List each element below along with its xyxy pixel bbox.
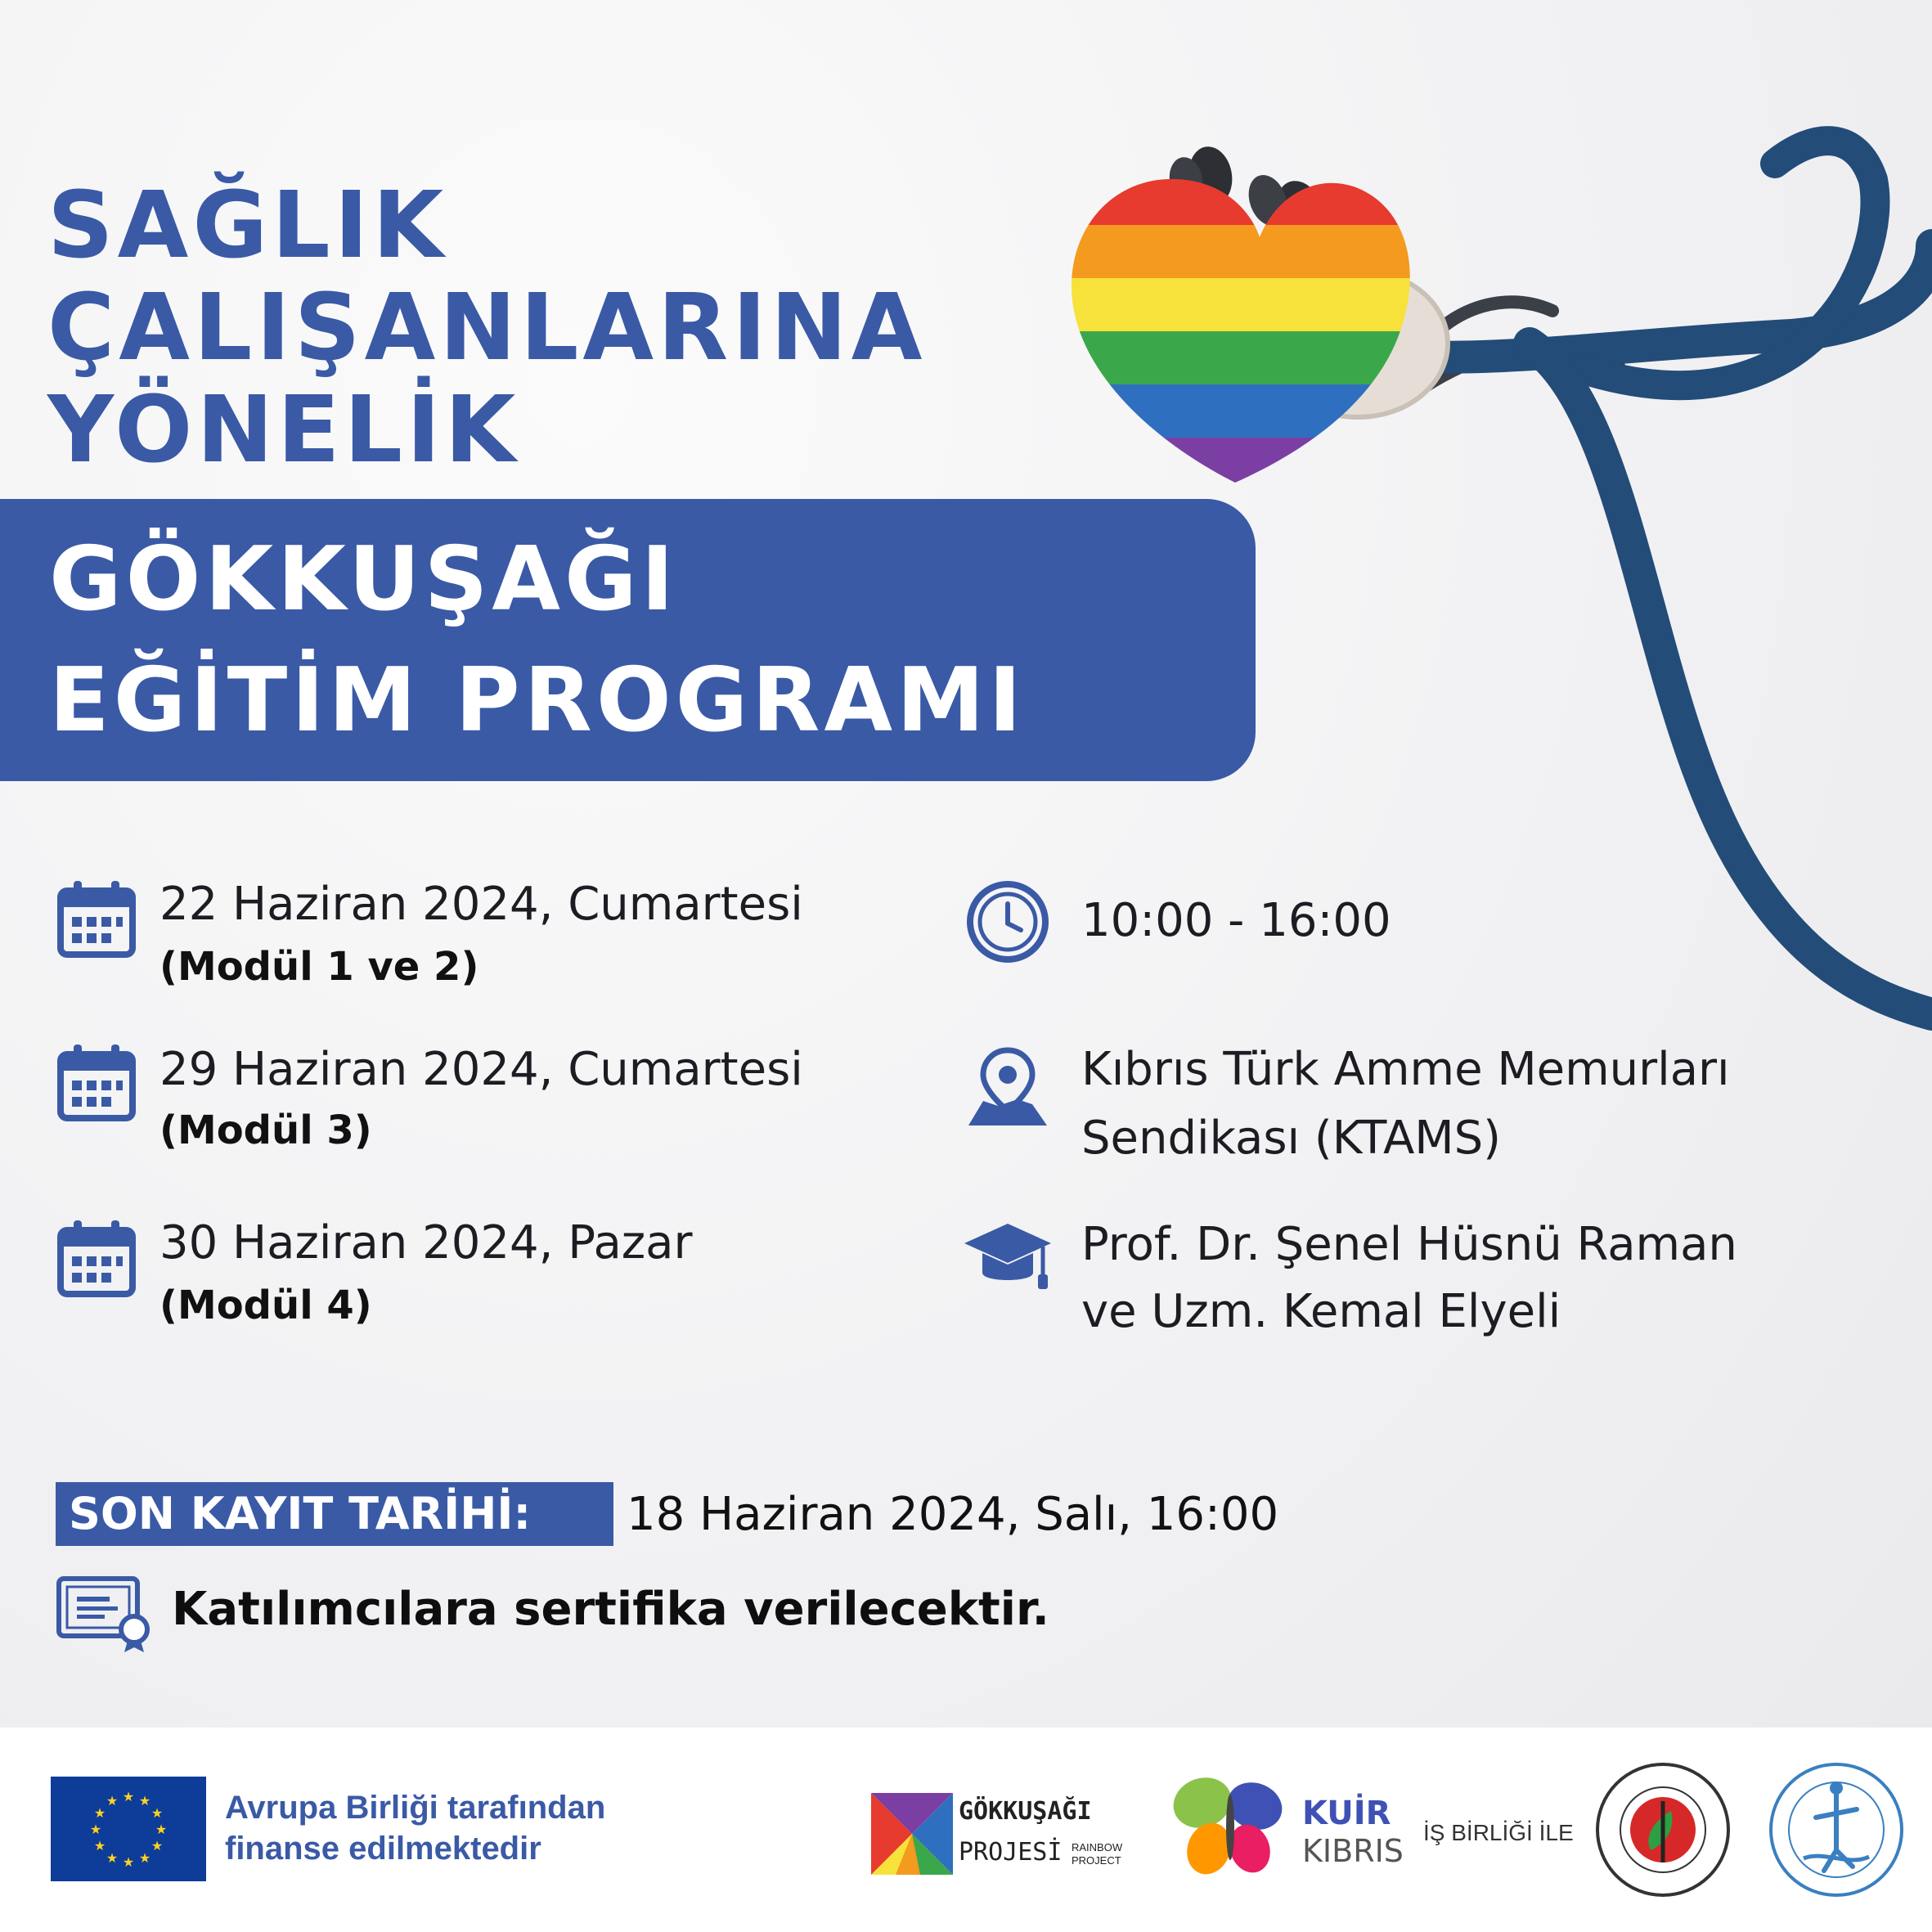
schedule-module-1: (Modül 1 ve 2) (160, 944, 479, 990)
partnership-text: İŞ BİRLİĞİ İLE (1423, 1820, 1574, 1845)
eu-funding-line-2: finanse edilmektedir (225, 1831, 541, 1867)
kuir-logo-line-2: KIBRIS (1302, 1833, 1404, 1869)
schedule-date-1: 22 Haziran 2024, Cumartesi (160, 878, 803, 931)
svg-text:★: ★ (122, 1854, 135, 1870)
svg-text:★: ★ (138, 1793, 151, 1808)
svg-text:★: ★ (151, 1805, 164, 1821)
calendar-icon (57, 879, 136, 958)
schedule-date-3: 30 Haziran 2024, Pazar (160, 1216, 693, 1269)
trainers-line-1: Prof. Dr. Şenel Hüsnü Raman (1081, 1218, 1737, 1271)
map-pin-icon (965, 1047, 1050, 1129)
band-title-line-2: EĞİTİM PROGRAMI (49, 649, 1026, 752)
title-line-1: SAĞLIK (47, 173, 448, 279)
eu-flag-icon (51, 1777, 206, 1881)
time-text: 10:00 - 16:00 (1081, 894, 1391, 947)
schedule-module-2: (Modül 3) (160, 1108, 372, 1153)
location-line-2: Sendikası (KTAMS) (1081, 1112, 1501, 1165)
rainbow-logo-line-1: GÖKKUŞAĞI (959, 1797, 1092, 1826)
rainbow-logo-line-2: PROJESİ (959, 1838, 1063, 1867)
title-line-3: YÖNELİK (47, 377, 520, 483)
rainbow-logo-small-1: RAINBOW (1072, 1841, 1123, 1853)
kuir-logo-line-1: KUİR (1302, 1795, 1391, 1832)
svg-text:★: ★ (138, 1850, 151, 1866)
clock-icon (965, 879, 1050, 964)
trainers-line-2: ve Uzm. Kemal Elyeli (1081, 1285, 1561, 1338)
svg-text:★: ★ (155, 1822, 168, 1837)
band-title-line-1: GÖKKUŞAĞI (49, 528, 678, 631)
calendar-icon (57, 1219, 136, 1297)
location-line-1: Kıbrıs Türk Amme Memurları (1081, 1043, 1730, 1096)
deadline-value: 18 Haziran 2024, Salı, 16:00 (627, 1488, 1279, 1541)
svg-text:★: ★ (93, 1838, 106, 1853)
svg-text:★: ★ (106, 1850, 119, 1866)
certificate-text: Katılımcılara sertifika verilecektir. (172, 1583, 1049, 1636)
svg-text:★: ★ (122, 1789, 135, 1804)
medical-association-seal-icon (1593, 1760, 1732, 1899)
eu-funding-line-1: Avrupa Birliği tarafından (225, 1790, 606, 1826)
rainbow-project-logo-icon (871, 1793, 953, 1875)
rainbow-logo-small-2: PROJECT (1072, 1854, 1121, 1867)
deadline-label: SON KAYIT TARİHİ: (69, 1488, 532, 1539)
svg-text:★: ★ (106, 1793, 119, 1808)
footer (0, 1728, 1932, 1932)
schedule-date-2: 29 Haziran 2024, Cumartesi (160, 1043, 803, 1096)
title-line-2: ÇALIŞANLARINA (47, 275, 927, 381)
svg-text:★: ★ (89, 1822, 102, 1837)
svg-text:★: ★ (151, 1838, 164, 1853)
physiotherapists-seal-icon (1767, 1760, 1906, 1899)
graduation-cap-icon (961, 1219, 1054, 1296)
kuir-kibris-butterfly-icon (1170, 1770, 1292, 1885)
svg-text:★: ★ (93, 1805, 106, 1821)
calendar-icon (57, 1043, 136, 1121)
certificate-icon (56, 1572, 154, 1654)
schedule-module-3: (Modül 4) (160, 1283, 372, 1328)
